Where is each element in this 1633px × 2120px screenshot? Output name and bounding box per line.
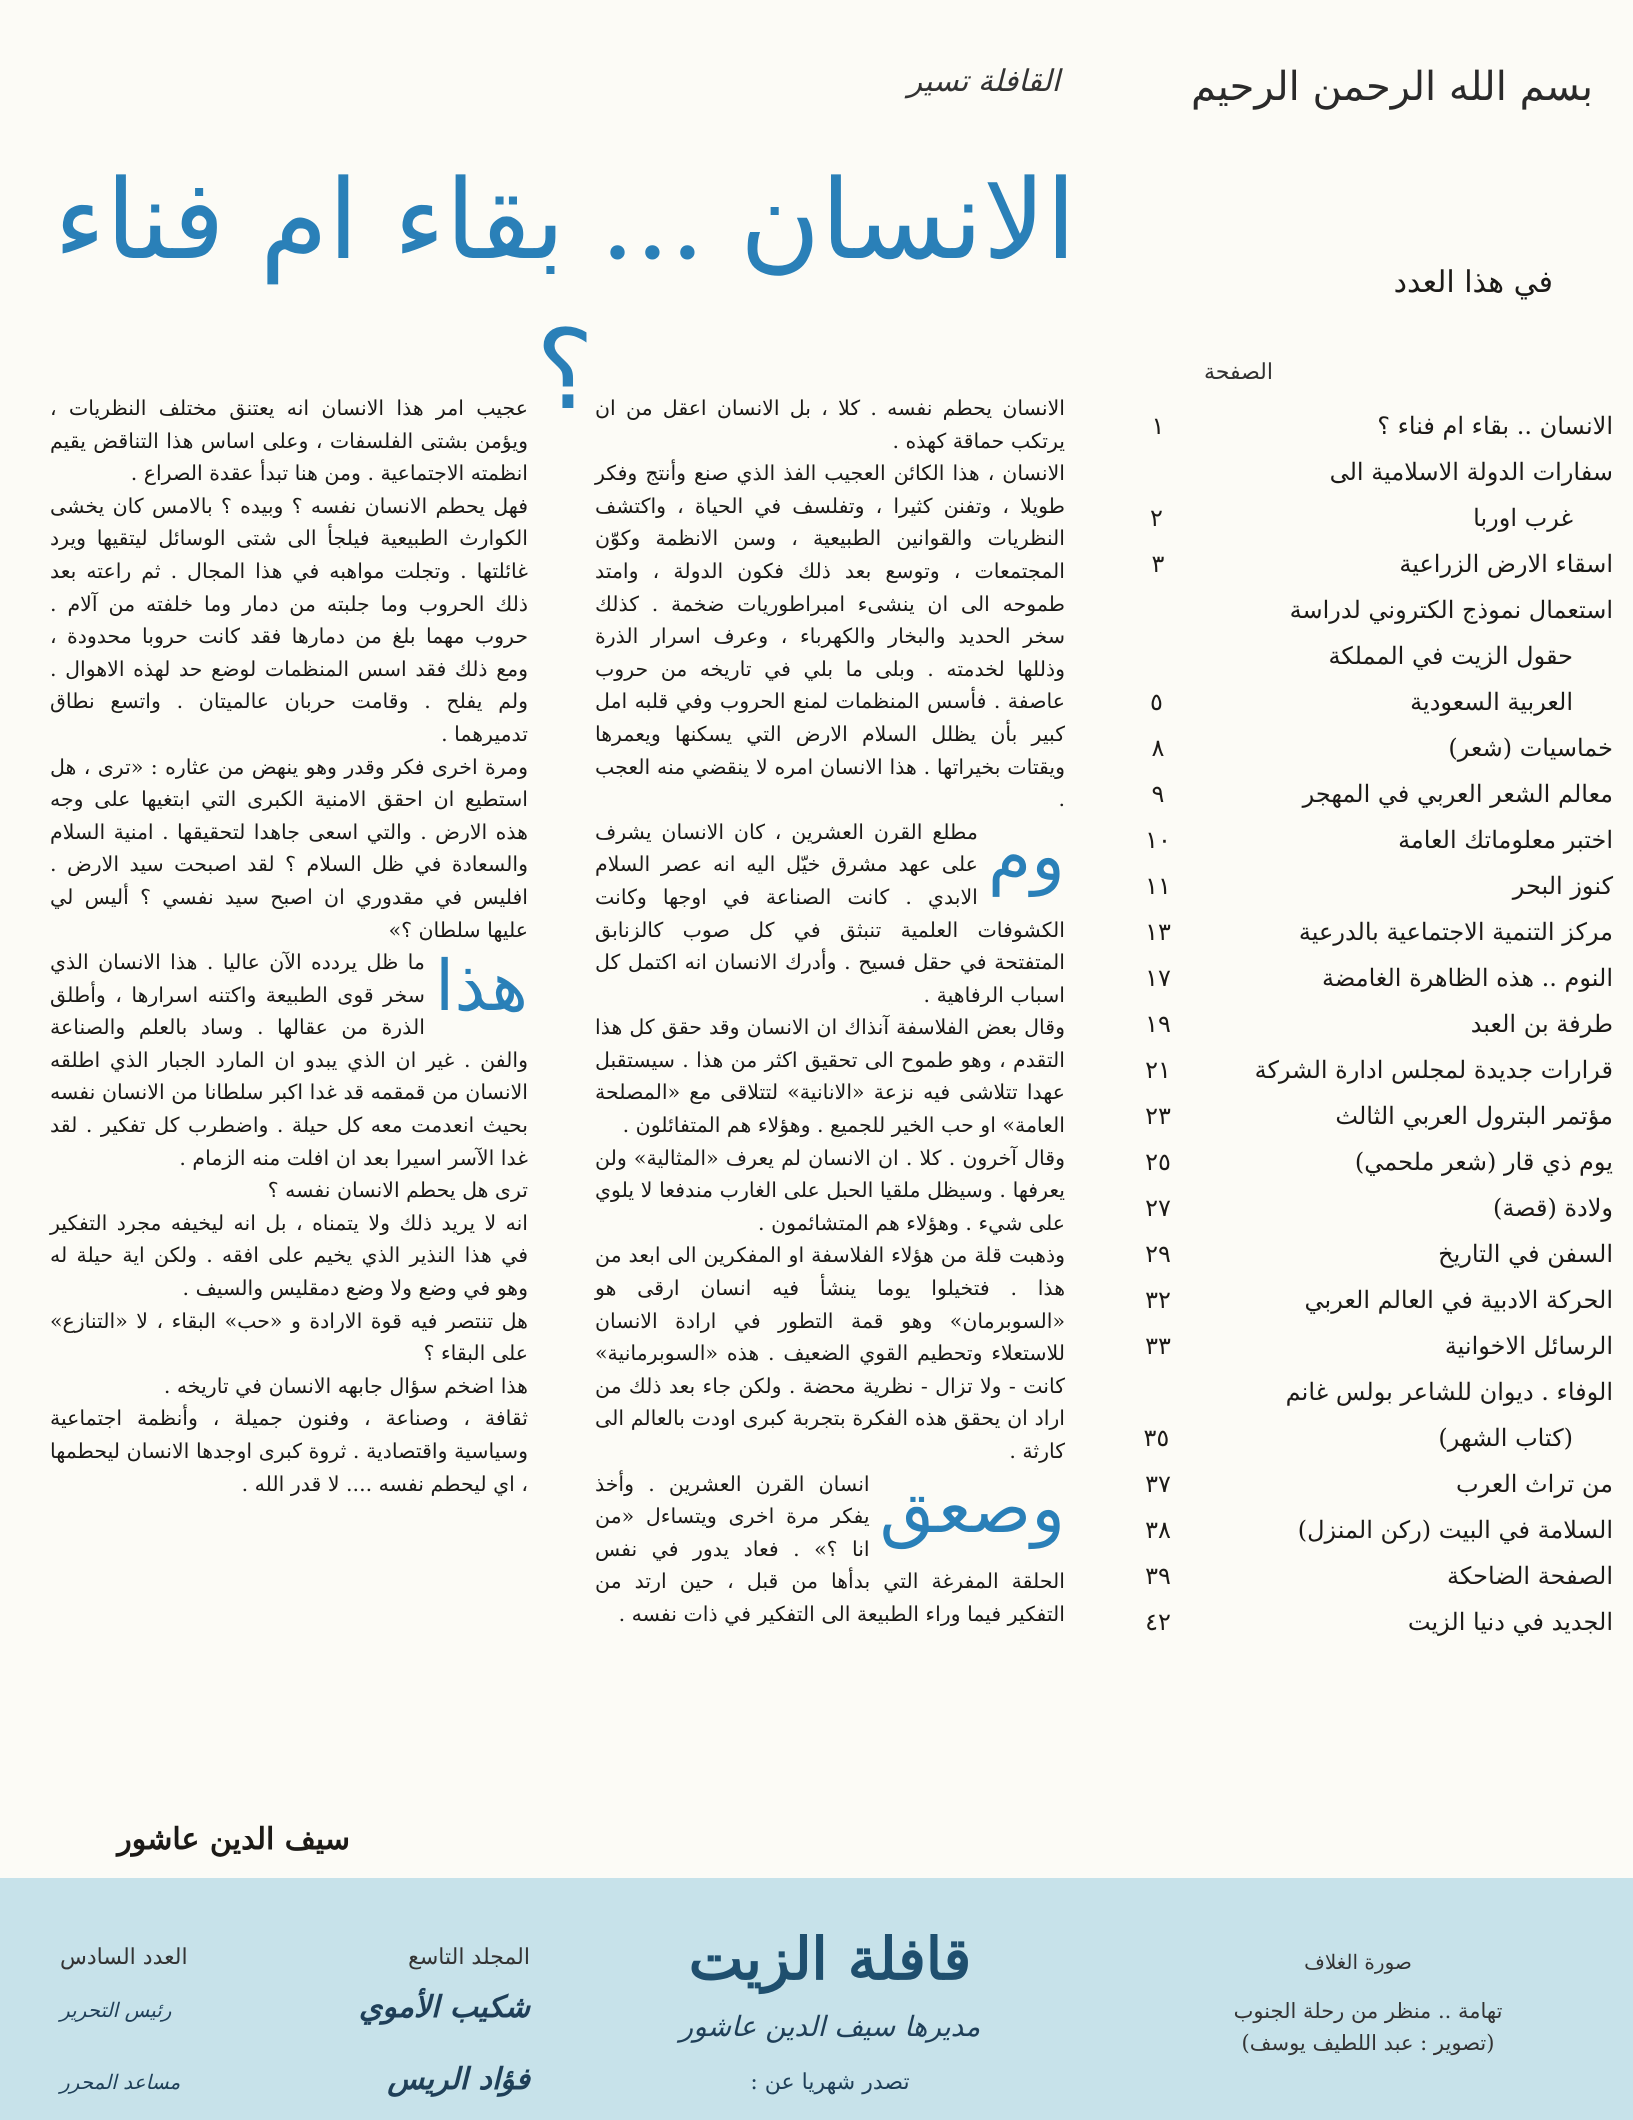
toc-row: [1128, 1417, 1613, 1463]
toc-page-label: الصفحة: [1203, 360, 1273, 385]
toc-row: [1128, 1095, 1613, 1141]
toc-page-number: ٢٥: [1145, 1148, 1171, 1176]
toc-row: [1128, 1555, 1613, 1601]
toc-title: قرارات جديدة لمجلس ادارة الشركة: [1254, 1056, 1613, 1084]
drop-text: مطلع القرن العشرين ، كان الانسان يشرف على عهد مشرق خيّل اليه انه عصر السلام الابدي . كانت الصناعة في اوجها وكانت الكشوفات العلمية تنبثق في كل صوب كالزنابق المتفتحة في حقل فسيح . وأدرك الانسان انه اكتمل كل اسباب الرفاهية .: [595, 819, 1065, 1007]
toc-row: [1128, 1509, 1613, 1555]
paragraph: وقال بعض الفلاسفة آنذاك ان الانسان وقد حقق كل هذا التقدم ، وهو طموح الى تحقيق اكثر من هذا . سيستقبل عهدا تتلاشى فيه نزعة «الانانية» لتتلاقى مع «المصلحة العامة» او حب الخير للجميع . وهؤلاء هم المتفائلون .: [595, 1015, 1065, 1138]
article-title: الانسان ... بقاء ام فناء ؟: [53, 156, 1077, 434]
toc-page-number: ١١: [1145, 872, 1171, 900]
toc-row: [1128, 1279, 1613, 1325]
toc-title: السفن في التاريخ: [1438, 1240, 1613, 1268]
toc-title: الحركة الادبية في العالم العربي: [1304, 1286, 1613, 1314]
toc-title: اختبر معلوماتك العامة: [1398, 826, 1613, 854]
toc-page-number: ١٣: [1145, 918, 1171, 946]
volume-label: المجلد التاسع: [408, 1945, 530, 1970]
toc-row: [1128, 957, 1613, 1003]
toc-row: [1128, 773, 1613, 819]
drop-paragraph: [595, 1468, 1065, 1631]
issue-label: العدد السادس: [60, 1945, 188, 1970]
toc-page-number: ٥: [1149, 688, 1163, 716]
drop-cap: وم: [987, 814, 1065, 897]
toc-row: [1128, 451, 1613, 497]
toc-row: [1128, 911, 1613, 957]
toc-title: ولادة (قصة): [1492, 1194, 1613, 1222]
toc-page-number: ١٠: [1145, 826, 1171, 854]
toc-title: (كتاب الشهر): [1438, 1424, 1573, 1452]
assistant-name: فؤاد الريس: [387, 2062, 530, 2097]
drop-paragraph: [595, 816, 1065, 1012]
toc-row: [1128, 497, 1613, 543]
toc-row: [1128, 1371, 1613, 1417]
editor-role: رئيس التحرير: [60, 1998, 172, 2022]
toc-page-number: ٣٨: [1145, 1516, 1171, 1544]
toc-title: اسقاء الارض الزراعية: [1399, 550, 1613, 578]
masthead: القافلة تسير: [907, 64, 1060, 99]
paragraph: الانسان يحطم نفسه . كلا ، بل الانسان اعقل من ان يرتكب حماقة كهذه .: [595, 396, 1065, 453]
toc-title: من تراث العرب: [1456, 1470, 1613, 1498]
toc-row: [1128, 1187, 1613, 1233]
article-column-2: [50, 392, 528, 1500]
paragraph: الانسان ، هذا الكائن العجيب الفذ الذي صنع وأنتج وفكر طويلا ، وتفنن كثيرا ، وتفلسف في الحياة ، واكتشف النظريات والقوانين الطبيعية ، وسن الانظمة وكوّن المجتمعات ، وتوسع بعد ذلك فكون الدولة ، وامتد طموحه الى ان ينشىء امبراطوريات ضخمة . كذلك سخر الحديد والبخار والكهرباء ، وعرف اسرار الذرة وذللها لخدمته . وبلى ما بلي في تاريخه من حروب عاصفة . فأسس المنظمات لمنع الحروب وفي قلبه امل كبير بأن يظلل السلام الارض التي يسكنها ويعمرها ويقتات بخيراتها . هذا الانسان امره لا ينقضي منه العجب .: [595, 461, 1065, 812]
drop-text: ما ظل يردده الآن عاليا . هذا الانسان الذي سخر قوى الطبيعة واكتنه اسرارها ، وأطلق الذرة من عقالها . وساد بالعلم والصناعة والفن . غير ان الذي يبدو ان المارد الجبار الذي اطلقه الانسان من قمقمه قد غدا اكبر سلطانا من الانسان نفسه بحيث انعدمت معه كل حيلة . واضطرب كل تفكير . لقد غدا الآسر اسيرا بعد ان افلت منه الزمام .: [50, 950, 528, 1170]
toc-row: [1128, 1003, 1613, 1049]
toc-title: كنوز البحر: [1512, 872, 1613, 900]
paragraph: ترى هل يحطم الانسان نفسه ؟: [267, 1178, 528, 1203]
toc-page-number: ٣٥: [1143, 1424, 1170, 1452]
toc-title: العربية السعودية: [1410, 688, 1573, 716]
toc-row: [1128, 1233, 1613, 1279]
toc-row: [1128, 1141, 1613, 1187]
toc-title: السلامة في البيت (ركن المنزل): [1297, 1516, 1613, 1544]
author-signature: سيف الدين عاشور: [117, 1822, 350, 1857]
drop-cap: هذا: [434, 945, 528, 1028]
paragraph: هذا اضخم سؤال جابهه الانسان في تاريخه .: [163, 1373, 528, 1398]
drop-paragraph: [50, 946, 528, 1174]
editor-line: [60, 1990, 530, 2025]
paragraph: ثقافة ، وصناعة ، وفنون جميلة ، وأنظمة اجتماعية وسياسية واقتصادية . ثروة كبرى اوجدها الانسان ليحطمها ، اي ليحطم نفسه .... لا قدر الله .: [50, 1406, 528, 1496]
toc-title: معالم الشعر العربي في المهجر: [1302, 780, 1613, 808]
toc-row: [1128, 1463, 1613, 1509]
toc-title: مؤتمر البترول العربي الثالث: [1335, 1102, 1613, 1130]
editor-name: شكيب الأموي: [358, 1990, 530, 2025]
toc-page-number: ١٩: [1145, 1010, 1171, 1038]
toc-title: خماسيات (شعر): [1448, 734, 1613, 762]
toc-title: الوفاء . ديوان للشاعر بولس غانم: [1285, 1378, 1613, 1406]
toc-row: [1128, 681, 1613, 727]
toc-page-number: ٤٢: [1145, 1608, 1171, 1636]
toc-title: سفارات الدولة الاسلامية الى: [1329, 458, 1613, 486]
paragraph: عجيب امر هذا الانسان انه يعتنق مختلف النظريات ، ويؤمن بشتى الفلسفات ، وعلى اساس هذا التناقض يقيم انظمته الاجتماعية . ومن هنا تبدأ عقدة الصراع .: [50, 396, 528, 486]
toc-row: [1128, 635, 1613, 681]
toc-row: [1128, 1049, 1613, 1095]
cover-caption: تهامة .. منظر من رحلة الجنوب: [1233, 1999, 1503, 2023]
article-column-1: [595, 392, 1065, 1631]
toc-title: مركز التنمية الاجتماعية بالدرعية: [1298, 918, 1613, 946]
paragraph: وقال آخرون . كلا . ان الانسان لم يعرف «المثالية» ولن يعرفها . وسيظل ملقيا الحبل على الغارب مندفعا لا يلوي على شيء . وهؤلاء هم المتشائمون .: [595, 1145, 1065, 1235]
paragraph: ومرة اخرى فكر وقدر وهو ينهض من عثاره : «ترى ، هل استطيع ان احقق الامنية الكبرى التي ابتغيها على وجه هذه الارض . والتي اسعى جاهدا لتحقيقها . امنية السلام والسعادة في ظل السلام ؟ لقد اصبحت سيد الارض . افليس في مقدوري ان اصبح سيد نفسي ؟ أليس لي عليها سلطان ؟»: [50, 754, 528, 942]
paragraph: وذهبت قلة من هؤلاء الفلاسفة او المفكرين الى ابعد من هذا . فتخيلوا يوما ينشأ فيه انسان ارقى هو «السوبرمان» وهو قمة التطور في ارادة الانسان للاستعلاء وتحطيم القوي الضعيف . هذه «السوبرمانية» كانت - ولا تزال - نظرية محضة . ولكن جاء بعد ذلك من اراد ان يحقق هذه الفكرة بتجربة كبرى اودت بالعالم الى كارثة .: [595, 1243, 1065, 1463]
toc-row: [1128, 405, 1613, 451]
toc-page-number: ٢١: [1145, 1056, 1171, 1084]
assistant-line: [60, 2062, 530, 2097]
paragraph: انه لا يريد ذلك ولا يتمناه ، بل انه ليخيفه مجرد التفكير في هذا النذير الذي يخيم على افقه . ولكن اية حيلة له وهو في وضع ولا وضع دمقليس والسيف .: [50, 1210, 528, 1301]
toc-page-number: ٣٣: [1145, 1332, 1171, 1360]
toc-page-number: ٢٣: [1145, 1102, 1171, 1130]
paragraph: فهل يحطم الانسان نفسه ؟ وبيده ؟ بالامس كان يخشى الكوارث الطبيعية فيلجأ الى شتى الوسائل ليتقيها ويرد غائلتها . وتجلت مواهبه في هذا المجال . ثم راعته بعد ذلك الحروب وما جلبته من دمار وما خلفته من آلام . حروب مهما بلغ من دمارها فقد كانت حروبا محدودة ، ومع ذلك فقد اسس المنظمات لوضع حد لهذه الاهوال . ولم يفلح . وقامت حربان عالميتان . واتسع نطاق تدميرهما .: [50, 493, 528, 746]
toc-page-number: ٢٩: [1145, 1240, 1171, 1268]
toc-page-number: ٣٢: [1145, 1286, 1171, 1314]
cover-label: صورة الغلاف: [1304, 1950, 1412, 1974]
toc-row: [1128, 1325, 1613, 1371]
magazine-logo: قافلة الزيت: [688, 1925, 972, 1993]
cover-description: [1153, 1995, 1583, 2059]
toc-title: طرفة بن العبد: [1470, 1010, 1613, 1038]
toc-title: حقول الزيت في المملكة: [1328, 642, 1573, 670]
toc-page-number: ٣٧: [1145, 1470, 1171, 1498]
publisher-line: تصدر شهريا عن :: [750, 2070, 910, 2095]
toc-page-number: ١٧: [1145, 964, 1171, 992]
toc-title: الجديد في دنيا الزيت: [1407, 1608, 1613, 1636]
bismillah: بسم الله الرحمن الرحيم: [1190, 64, 1593, 110]
drop-text: انسان القرن العشرين . وأخذ يفكر مرة اخرى ويتساءل «من انا ؟» . فعاد يدور في نفس الحلقة المفرغة التي بدأها من قبل ، حين ارتد من التفكير فيما وراء الطبيعة الى التفكير في ذات نفسه .: [595, 1471, 1065, 1626]
volume-issue: [60, 1945, 530, 1970]
table-of-contents: [1128, 405, 1613, 1647]
toc-row: [1128, 819, 1613, 865]
toc-title: الصفحة الضاحكة: [1447, 1562, 1613, 1590]
paragraph: هل تنتصر فيه قوة الارادة و «حب» البقاء ، لا «التنازع» على البقاء ؟: [50, 1308, 528, 1366]
toc-title: استعمال نموذج الكتروني لدراسة: [1289, 596, 1613, 624]
toc-page-number: ٣: [1151, 550, 1165, 578]
toc-title: الانسان .. بقاء ام فناء ؟: [1377, 412, 1613, 440]
manager-line: مديرها سيف الدين عاشور: [679, 2010, 981, 2043]
toc-row: [1128, 727, 1613, 773]
toc-page-number: ٨: [1151, 734, 1165, 762]
toc-row: [1128, 543, 1613, 589]
toc-page-number: ٣٩: [1145, 1562, 1171, 1590]
drop-cap: وصعق: [879, 1466, 1065, 1549]
toc-title: الرسائل الاخوانية: [1444, 1332, 1613, 1360]
toc-title: يوم ذي قار (شعر ملحمي): [1354, 1148, 1613, 1176]
toc-heading: في هذا العدد: [1393, 265, 1553, 300]
toc-page-number: ٩: [1151, 780, 1165, 808]
toc-page-number: ٢٧: [1145, 1194, 1171, 1222]
cover-credit: (تصوير : عبد اللطيف يوسف): [1241, 2031, 1495, 2055]
toc-row: [1128, 865, 1613, 911]
toc-title: غرب اوربا: [1473, 504, 1573, 532]
toc-page-number: ٢: [1149, 504, 1163, 532]
toc-title: النوم .. هذه الظاهرة الغامضة: [1322, 964, 1613, 992]
toc-row: [1128, 589, 1613, 635]
toc-row: [1128, 1601, 1613, 1647]
assistant-role: مساعد المحرر: [60, 2070, 181, 2094]
toc-page-number: ١: [1151, 412, 1165, 440]
